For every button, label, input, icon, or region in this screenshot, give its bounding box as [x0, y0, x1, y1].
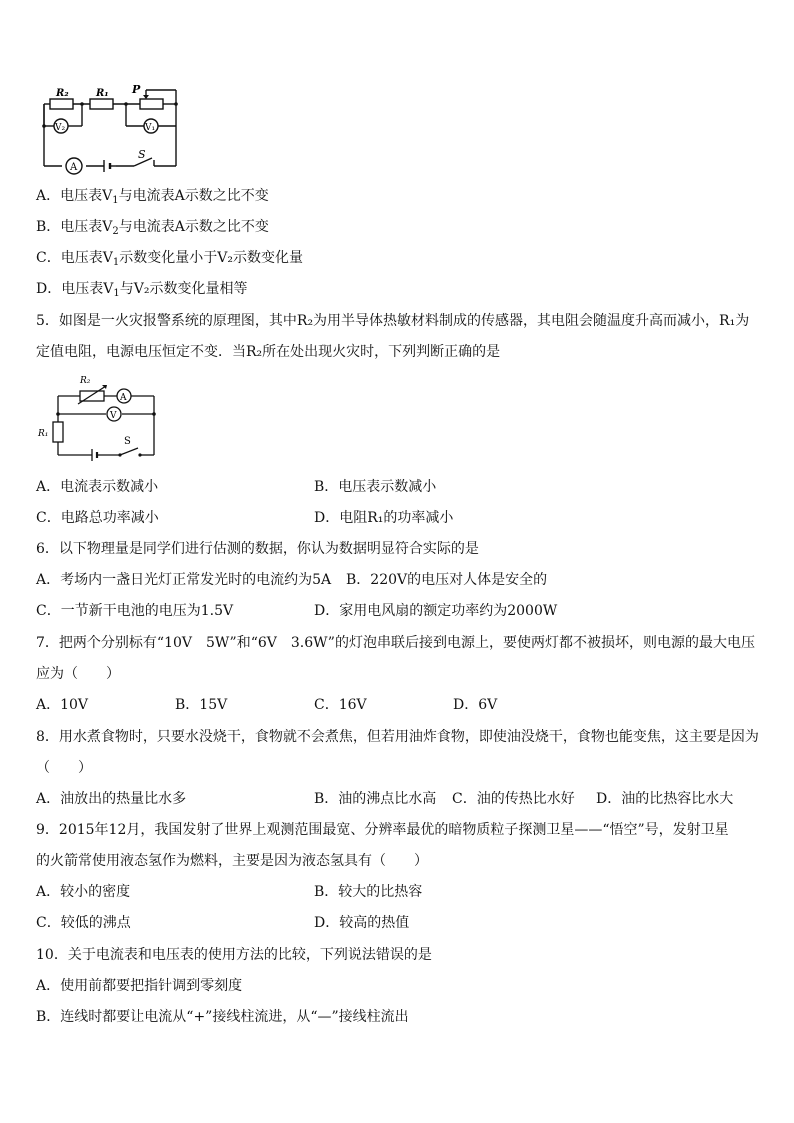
q7-stem-line2: 应为（ ）	[36, 666, 120, 682]
q9-option-b: B．较大的比热容	[314, 884, 423, 900]
voltmeter-v1-label: V₁	[145, 123, 156, 133]
q4-option-c: C．电压表$V_1$示数变化量小于V₂示数变化量	[36, 250, 303, 268]
slider-p-label: P	[132, 84, 141, 96]
q4-option-b: B．电压表$V_2$与电流表A示数之比不变	[36, 219, 269, 237]
voltmeter-v2-label: V₂	[55, 123, 66, 133]
q4-option-a: A．电压表$V_1$与电流表A示数之比不变	[36, 188, 269, 206]
q5-stem-line1: 5．如图是一火灾报警系统的原理图，其中R₂为用半导体热敏材料制成的传感器，其电阻会随温度升高而减小，R₁为	[36, 313, 750, 329]
q4-option-d: D．电压表$V_1$与V₂示数变化量相等	[36, 281, 248, 299]
q8-option-a: A．油放出的热量比水多	[36, 791, 187, 807]
q6-option-c: C．一节新干电池的电压为1.5V	[36, 603, 234, 619]
q5-option-c: C．电路总功率减小	[36, 510, 159, 526]
q9-option-c: C．较低的沸点	[36, 915, 131, 931]
q8-stem-line1: 8．用水煮食物时，只要水没烧干，食物就不会煮焦，但若用油炸食物，即使油没烧干，食物也能变焦，这主要是因为	[36, 729, 759, 745]
q5-option-b: B．电压表示数减小	[314, 479, 437, 495]
q8-option-d: D．油的比热容比水大	[596, 791, 734, 807]
q6-option-a: A．考场内一盏日光灯正常发光时的电流约为5A	[36, 572, 332, 588]
r1-label: R₁	[96, 88, 109, 99]
r2-sensor-label: R₂	[80, 376, 91, 386]
q7-stem-line1: 7．把两个分别标有“10V 5W”和“6V 3.6W”的灯泡串联后接到电源上，要使两灯都不被损坏，则电源的最大电压	[36, 635, 755, 651]
q5-option-a: A．电流表示数减小	[36, 479, 159, 495]
q7-option-d: D．6V	[453, 697, 498, 713]
q9-stem-line2: 的火箭常使用液态氢作为燃料，主要是因为液态氢具有（ ）	[36, 853, 428, 869]
r2-label: R₂	[56, 88, 69, 99]
q8-option-c: C．油的传热比水好	[452, 791, 575, 807]
circuit-diagram-2	[36, 370, 160, 464]
q8-stem-line2: （ ）	[36, 760, 92, 776]
q7-option-a: A．10V	[36, 697, 89, 713]
q6-option-d: D．家用电风扇的额定功率约为2000W	[314, 603, 558, 619]
q5-stem-line2: 定值电阻，电源电压恒定不变．当R₂所在处出现火灾时，下列判断正确的是	[36, 344, 501, 360]
voltmeter-label: V	[110, 411, 117, 421]
q6-stem: 6．以下物理量是同学们进行估测的数据，你认为数据明显符合实际的是	[36, 541, 479, 557]
circuit-diagram-1	[36, 84, 186, 176]
q10-option-a: A．使用前都要把指针调到零刻度	[36, 978, 243, 994]
switch-label: S	[138, 148, 146, 161]
q8-option-b: B．油的沸点比水高	[314, 791, 437, 807]
r1-fixed-label: R₁	[38, 429, 49, 439]
q6-option-b: B．220V的电压对人体是安全的	[346, 572, 548, 588]
switch-label: S	[124, 436, 131, 447]
q10-option-b: B．连线时都要让电流从“+”接线柱流进，从“—”接线柱流出	[36, 1009, 409, 1025]
q5-option-d: D．电阻R₁的功率减小	[314, 510, 454, 526]
ammeter-label: A	[70, 162, 78, 173]
q9-stem-line1: 9．2015年12月，我国发射了世界上观测范围最宽、分辨率最优的暗物质粒子探测卫星——“悟空”号，发射卫星	[36, 822, 729, 838]
q9-option-d: D．较高的热值	[314, 915, 410, 931]
q9-option-a: A．较小的密度	[36, 884, 131, 900]
q7-option-b: B．15V	[175, 697, 228, 713]
q10-stem: 10．关于电流表和电压表的使用方法的比较，下列说法错误的是	[36, 947, 432, 963]
q7-option-c: C．16V	[314, 697, 367, 713]
ammeter-label: A	[120, 393, 127, 403]
